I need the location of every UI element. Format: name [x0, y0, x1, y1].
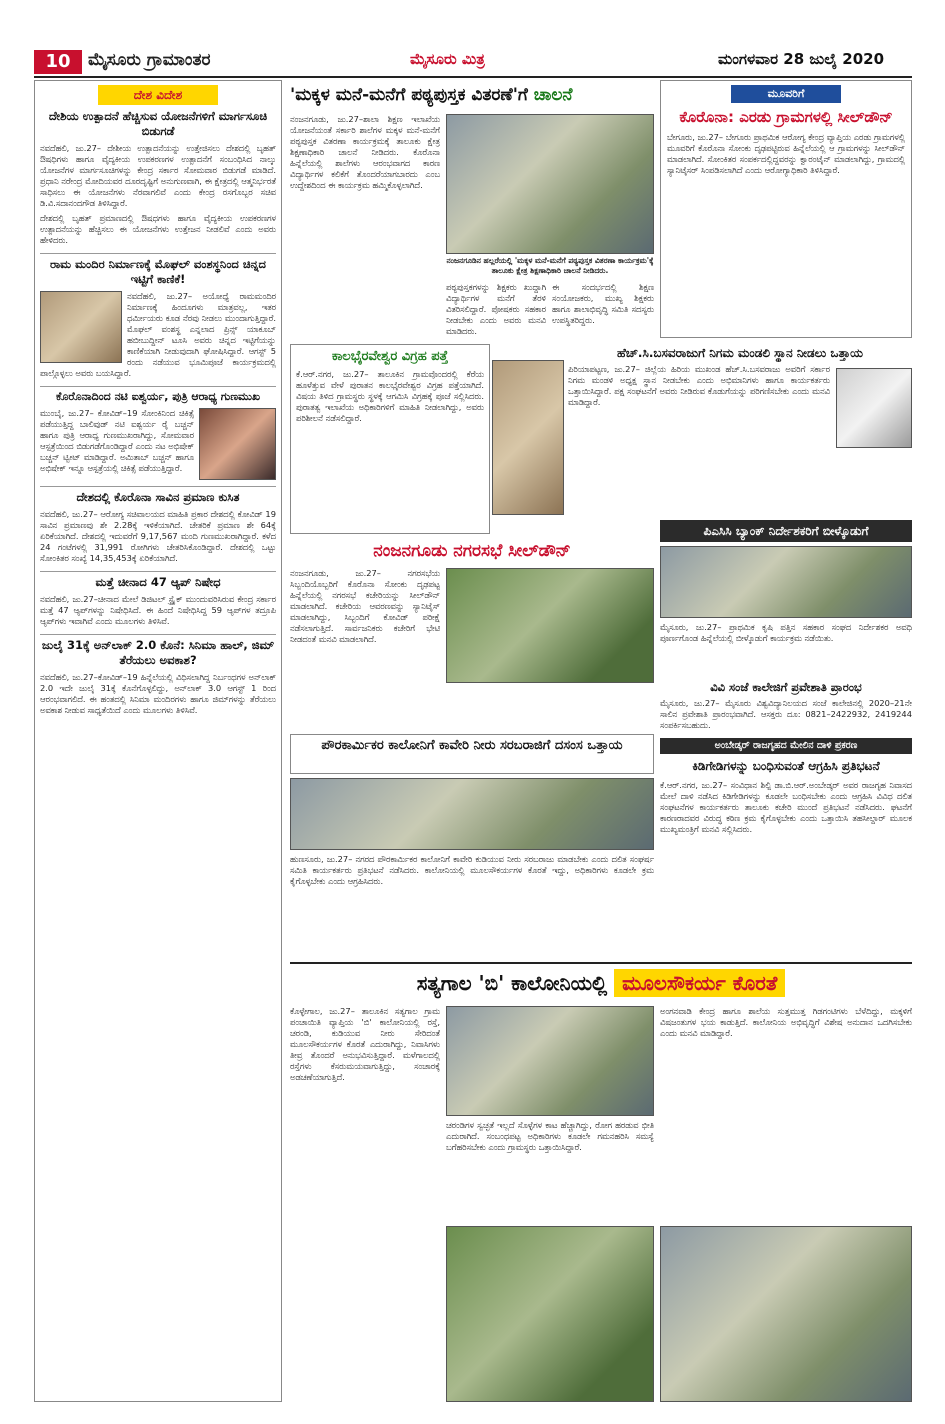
article-body-sathyagala-1: ಕೊಳ್ಳೇಗಾಲ, ಜು.27– ತಾಲೂಕಿನ ಸತ್ಯಗಾಲ ಗ್ರಾಮ ಪಂಚಾಯಿತಿ ವ್ಯಾಪ್ತಿಯ 'ಬಿ' ಕಾಲೋನಿಯಲ್ಲಿ ರಸ್ತೆ, ಚರಂಡಿ, ಕುಡಿಯುವ ನೀರು ಸೇರಿದಂತೆ ಮೂಲಸೌಕರ್ಯಗಳ ಕೊರತೆ ಎದುರಾಗಿದ್ದು, ನಿವಾಸಿಗಳು ತೀವ್ರ ತೊಂದರೆ ಅನುಭವಿಸುತ್ತಿದ್ದಾರೆ. ಮಳೆಗಾಲದಲ್ಲಿ ರಸ್ತೆಗಳು ಕೆಸರುಮಯವಾಗುತ್ತಿದ್ದು, ಸಂಚಾರಕ್ಕೆ ಅಡಚಣೆಯಾಗುತ್ತಿದೆ.: [290, 1006, 440, 1082]
overgrown-area-photo: [446, 1226, 654, 1402]
headline-box-cauvery-water: [290, 734, 654, 774]
article-headline: ದೇಶದಲ್ಲಿ ಕೊರೊನಾ ಸಾವಿನ ಪ್ರಮಾಣ ಕುಸಿತ: [76, 490, 240, 504]
section-rule: [290, 962, 912, 964]
divider: [40, 253, 276, 254]
article-body-basavaraju: ಪಿರಿಯಾಪಟ್ಟಣ, ಜು.27– ಜಿಲ್ಲೆಯ ಹಿರಿಯ ಮುಖಂಡ ಹೆಚ್.ಸಿ.ಬಸವರಾಜು ಅವರಿಗೆ ಸರ್ಕಾರ ನಿಗಮ ಮಂಡಳಿ ಅಧ್ಯಕ್ಷ ಸ್ಥಾನ ನೀಡಬೇಕು ಎಂದು ಅಭಿಮಾನಿಗಳು ಹಾಗೂ ಕಾರ್ಯಕರ್ತರು ಒತ್ತಾಯಿಸಿದ್ದಾರೆ. ಪಕ್ಷ ಸಂಘಟನೆಗೆ ಅವರು ನೀಡಿರುವ ಕೊಡುಗೆಯನ್ನು ಪರಿಗಣಿಸಬೇಕು ಎಂದು ಮನವಿ ಮಾಡಿದ್ದಾರೆ.: [568, 364, 830, 407]
farewell-photo: [660, 546, 912, 618]
sidebar-headline: ಕೊರೊನಾ: ಎರಡು ಗ್ರಾಮಗಳಲ್ಲಿ ಸೀಲ್‌ಡೌನ್: [679, 108, 893, 126]
headline-part-b: ಮೂಲಸೌಕರ್ಯ ಕೊರತೆ: [614, 969, 785, 997]
article-body: ಕೆ.ಆರ್.ನಗರ, ಜು.27– ತಾಲೂಕಿನ ಗ್ರಾಮವೊಂದರಲ್ಲಿ ಕೆರೆಯ ಹೂಳೆತ್ತುವ ವೇಳೆ ಪುರಾತನ ಕಾಲಭೈರವೇಶ್ವರ ವಿಗ್ರಹ ಪತ್ತೆಯಾಗಿದೆ. ವಿಷಯ ತಿಳಿದ ಗ್ರಾಮಸ್ಥರು ಸ್ಥಳಕ್ಕೆ ಆಗಮಿಸಿ ವಿಗ್ರಹಕ್ಕೆ ಪೂಜೆ ಸಲ್ಲಿಸಿದರು. ಪುರಾತತ್ವ ಇಲಾಖೆಯ ಅಧಿಕಾರಿಗಳಿಗೆ ಮಾಹಿತಿ ನೀಡಲಾಗಿದ್ದು, ಅವರು ಪರಿಶೀಲನೆ ನಡೆಸಲಿದ್ದಾರೆ.: [296, 369, 484, 423]
divider: [40, 634, 276, 635]
article-headline: ಕೊರೊನಾದಿಂದ ನಟಿ ಐಶ್ವರ್ಯ, ಪುತ್ರಿ ಆರಾಧ್ಯ ಗುಣಮುಖ: [55, 390, 261, 403]
article-body-sathyagala-2: ಚರಂಡಿಗಳ ಸ್ವಚ್ಛತೆ ಇಲ್ಲದೆ ಸೊಳ್ಳೆಗಳ ಕಾಟ ಹೆಚ್ಚಾಗಿದ್ದು, ರೋಗ ಹರಡುವ ಭೀತಿ ಎದುರಾಗಿದೆ. ಸಂಬಂಧಪಟ್ಟ ಅಧಿಕಾರಿಗಳು ಕೂಡಲೇ ಗಮನಹರಿಸಿ ಸಮಸ್ಯೆ ಬಗೆಹರಿಸಬೇಕು ಎಂದು ಗ್ರಾಮಸ್ಥರು ಒತ್ತಾಯಿಸಿದ್ದಾರೆ.: [446, 1120, 654, 1152]
divider: [40, 571, 276, 572]
article-idol-found: [290, 344, 490, 534]
section-name: ಮೈಸೂರು ಗ್ರಾಮಾಂತರ: [88, 50, 211, 70]
headline-part-a: ಸತ್ಯಗಾಲ 'ಬಿ' ಕಾಲೋನಿಯಲ್ಲಿ: [416, 971, 608, 995]
header-rule: [34, 76, 912, 78]
left-column: [34, 80, 282, 1402]
article-body-pacs: ಮೈಸೂರು, ಜು.27– ಪ್ರಾಥಮಿಕ ಕೃಷಿ ಪತ್ತಿನ ಸಹಕಾರ ಸಂಘದ ನಿರ್ದೇಶಕರ ಅವಧಿ ಪೂರ್ಣಗೊಂಡ ಹಿನ್ನೆಲೆಯಲ್ಲಿ ಬೀಳ್ಕೊಡುಗೆ ಕಾರ್ಯಕ್ರಮ ನಡೆಯಿತು.: [660, 622, 912, 643]
article-headline: ದೇಶಿಯ ಉತ್ಪಾದನೆ ಹೆಚ್ಚಿಸುವ ಯೋಜನೆಗಳಿಗೆ ಮಾರ್ಗಸೂಚಿ ಬಿಡುಗಡೆ: [48, 109, 268, 138]
article-body-cauvery: ಹುಣಸೂರು, ಜು.27– ನಗರದ ಪೌರಕಾರ್ಮಿಕರ ಕಾಲೋನಿಗೆ ಕಾವೇರಿ ಕುಡಿಯುವ ನೀರು ಸರಬರಾಜು ಮಾಡಬೇಕು ಎಂದು ದಲಿತ ಸಂಘರ್ಷ ಸಮಿತಿ ಕಾರ್ಯಕರ್ತರು ಪ್ರತಿಭಟನೆ ನಡೆಸಿದರು. ಕಾಲೋನಿಯಲ್ಲಿ ಮೂಲಸೌಕರ್ಯಗಳ ಕೊರತೆ ಇದ್ದು, ಅಧಿಕಾರಿಗಳು ಕೂಡಲೇ ಕ್ರಮ ಕೈಗೊಳ್ಳಬೇಕು ಎಂದು ಆಗ್ರಹಿಸಿದರು.: [290, 854, 654, 886]
article-body-ambedkar: ಕೆ.ಆರ್.ನಗರ, ಜು.27– ಸಂವಿಧಾನ ಶಿಲ್ಪಿ ಡಾ.ಬಿ.ಆರ್.ಅಂಬೇಡ್ಕರ್ ಅವರ ರಾಜಗೃಹ ನಿವಾಸದ ಮೇಲೆ ದಾಳಿ ನಡೆಸಿದ ಕಿಡಿಗೇಡಿಗಳನ್ನು ಕೂಡಲೇ ಬಂಧಿಸಬೇಕು ಎಂದು ಆಗ್ರಹಿಸಿ ವಿವಿಧ ದಲಿತ ಸಂಘಟನೆಗಳ ಕಾರ್ಯಕರ್ತರು ತಾಲೂಕು ಕಚೇರಿ ಮುಂದೆ ಪ್ರತಿಭಟನೆ ನಡೆಸಿದರು. ಘಟನೆಗೆ ಕಾರಣರಾದವರ ವಿರುದ್ಧ ಕಠಿಣ ಕ್ರಮ ಕೈಗೊಳ್ಳಬೇಕು ಎಂದು ಒತ್ತಾಯಿಸಿ ತಹಸೀಲ್ದಾರ್ ಮೂಲಕ ಮುಖ್ಯಮಂತ್ರಿಗೆ ಮನವಿ ಸಲ್ಲಿಸಿದರು.: [660, 780, 912, 834]
section-tag-national: ದೇಶ ವಿದೇಶ: [98, 85, 218, 105]
article-domestic-production: [35, 109, 281, 250]
article-body-college: ಮೈಸೂರು, ಜು.27– ಮೈಸೂರು ವಿಶ್ವವಿದ್ಯಾನಿಲಯದ ಸಂಜೆ ಕಾಲೇಜಿನಲ್ಲಿ 2020–21ನೇ ಸಾಲಿನ ಪ್ರವೇಶಾತಿ ಪ್ರಾರಂಭವಾಗಿದೆ. ಆಸಕ್ತರು ದೂ: 0821–2422932, 2419244 ಸಂಪರ್ಕಿಸಬಹುದು.: [660, 698, 912, 730]
lead-headline-text: 'ಮಕ್ಕಳ ಮನೆ-ಮನೆಗೆ ಪಠ್ಯಪುಸ್ತಕ ವಿತರಣೆ'ಗೆ: [290, 85, 528, 105]
article-body: ನವದೆಹಲಿ, ಜು.27– ಆರೋಗ್ಯ ಸಚಿವಾಲಯದ ಮಾಹಿತಿ ಪ್ರಕಾರ ದೇಶದಲ್ಲಿ ಕೋವಿಡ್ 19 ಸಾವಿನ ಪ್ರಮಾಣವು ಶೇ 2.28ಕ್ಕೆ ಇಳಿಕೆಯಾಗಿದೆ. ಚೇತರಿಕೆ ಪ್ರಮಾಣ ಶೇ 64ಕ್ಕೆ ಏರಿಕೆಯಾಗಿದೆ. ದೇಶದಲ್ಲಿ ಇದುವರೆಗೆ 9,17,567 ಮಂದಿ ಗುಣಮುಖರಾಗಿದ್ದಾರೆ. ಕಳೆದ 24 ಗಂಟೆಗಳಲ್ಲಿ 31,991 ರೋಗಿಗಳು ಚೇತರಿಸಿಕೊಂಡಿದ್ದಾರೆ. ದೇಶದಲ್ಲಿ ಒಟ್ಟು ಸೋಂಕಿತರ ಸಂಖ್ಯೆ 14,35,453ಕ್ಕೆ ಏರಿಕೆಯಾಗಿದೆ.: [40, 509, 276, 563]
article-body: ನವದೆಹಲಿ, ಜು.27–ಚೀನಾದ ಮೇಲೆ ಡಿಜಿಟಲ್ ಸ್ಟ್ರೈಕ್ ಮುಂದುವರಿಸಿರುವ ಕೇಂದ್ರ ಸರ್ಕಾರ ಮತ್ತೆ 47 ಆ್ಯಪ್‌ಗಳನ್ನು ನಿಷೇಧಿಸಿದೆ. ಈ ಹಿಂದೆ ನಿಷೇಧಿಸಿದ್ದ 59 ಆ್ಯಪ್‌ಗಳ ತದ್ರೂಪಿ ಆ್ಯಪ್‌ಗಳು ಇವಾಗಿವೆ ಎಂದು ಮೂಲಗಳು ತಿಳಿಸಿವೆ.: [40, 594, 276, 626]
article-covid-death-rate: [35, 490, 281, 568]
article-headline: ಕಾಲಭೈರವೇಶ್ವರ ವಿಗ್ರಹ ಪತ್ತೆ: [331, 349, 449, 364]
divider: [40, 486, 276, 487]
actress-photo: [199, 408, 276, 480]
article-headline: ರಾಮ ಮಂದಿರ ನಿರ್ಮಾಣಕ್ಕೆ ಮೊಘಲ್ ವಂಶಸ್ಥನಿಂದ ಚಿನ್ನದ ಇಟ್ಟಿಗೆ ಕಾಣಿಕೆ!: [50, 257, 266, 286]
headline-evening-college: ವಿವಿ ಸಂಜೆ ಕಾಲೇಜಿಗೆ ಪ್ರವೇಶಾತಿ ಪ್ರಾರಂಭ: [710, 680, 862, 694]
divider: [40, 386, 276, 387]
headline-sathyagala: [290, 966, 912, 1000]
lead-photo-caption: ನಂಜನಗೂಡಿನ ಹಲ್ಲರೆಯಲ್ಲಿ 'ಮಕ್ಕಳ ಮನೆ-ಮನೆಗೆ ಪಠ್ಯಪುಸ್ತಕ ವಿತರಣಾ ಕಾರ್ಯಕ್ರಮ'ಕ್ಕೆ ತಾಲೂಕು ಕ್ಷೇತ್ರ ಶಿಕ್ಷಣಾಧಿಕಾರಿ ಚಾಲನೆ ನೀಡಿದರು.: [446, 256, 654, 275]
masthead: ಮೈಸೂರು ಮಿತ್ರ: [410, 50, 485, 68]
lead-headline-accent: ಚಾಲನೆ: [533, 85, 573, 105]
prince-photo: [40, 291, 122, 363]
council-gate-photo: [446, 568, 654, 683]
portrait-photo: [836, 368, 912, 448]
sidebar-body: ಬೇಗೂರು, ಜು.27– ಬೇಗೂರು ಪ್ರಾಥಮಿಕ ಆರೋಗ್ಯ ಕೇಂದ್ರ ವ್ಯಾಪ್ತಿಯ ಎರಡು ಗ್ರಾಮಗಳಲ್ಲಿ ಮೂವರಿಗೆ ಕೊರೊನಾ ಸೋಂಕು ದೃಢಪಟ್ಟಿರುವ ಹಿನ್ನೆಲೆಯಲ್ಲಿ ಆ ಗ್ರಾಮಗಳನ್ನು ಸೀಲ್‌ಡೌನ್ ಮಾಡಲಾಗಿದೆ. ಸೋಂಕಿತರ ಸಂಪರ್ಕದಲ್ಲಿದ್ದವರನ್ನು ಕ್ವಾರಂಟೈನ್ ಮಾಡಲಾಗಿದ್ದು, ಗ್ರಾಮದಲ್ಲಿ ಸ್ಯಾನಿಟೈಸರ್ ಸಿಂಪಡಿಸಲಾಗಿದೆ ಎಂದು ಆರೋಗ್ಯಾಧಿಕಾರಿ ತಿಳಿಸಿದ್ದಾರೆ.: [667, 132, 905, 175]
drain-photo: [660, 1226, 912, 1402]
headline-pacs-farewell: ಪಿಎಸಿಸಿ ಬ್ಯಾಂಕ್ ನಿರ್ದೇಶಕರಿಗೆ ಬೀಳ್ಕೊಡುಗೆ: [660, 520, 912, 542]
headline-nanjangud-sealdown: ನಂಜನಗೂಡು ನಗರಸಭೆ ಸೀಲ್‌ಡೌನ್: [373, 541, 571, 561]
article-china-apps: [35, 575, 281, 631]
page-number-badge: 10: [34, 50, 82, 74]
article-body: ನವದೆಹಲಿ, ಜು.27– ಅಯೋಧ್ಯೆ ರಾಮಮಂದಿರ ನಿರ್ಮಾಣಕ್ಕೆ ಹಿಂದೂಗಳು ಮಾತ್ರವಲ್ಲ, ಇತರ ಧರ್ಮೀಯರು ಕೂಡ ನೆರವು ನೀಡಲು ಮುಂದಾಗುತ್ತಿದ್ದಾರೆ. ಮೊಘಲ್ ವಂಶಸ್ಥ ಎನ್ನಲಾದ ಪ್ರಿನ್ಸ್ ಯಾಕೂಬ್ ಹಬೀಬುದ್ದೀನ್ ಟೂಸಿ ಅವರು ಚಿನ್ನದ ಇಟ್ಟಿಗೆಯನ್ನು ಕಾಣಿಕೆಯಾಗಿ ನೀಡುವುದಾಗಿ ಘೋಷಿಸಿದ್ದಾರೆ. ಆಗಸ್ಟ್ 5 ರಂದು ನಡೆಯುವ ಭೂಮಿಪೂಜೆ ಕಾರ್ಯಕ್ರಮದಲ್ಲಿ ಪಾಲ್ಗೊಳ್ಳಲು ಅವರು ಬಯಸಿದ್ದಾರೆ.: [40, 291, 276, 378]
protest-photo: [290, 778, 654, 850]
headline-arrest-demand: ಕಿಡಿಗೇಡಿಗಳನ್ನು ಬಂಧಿಸುವಂತೆ ಆಗ್ರಹಿಸಿ ಪ್ರತಿಭಟನೆ: [692, 759, 880, 773]
sidebar-corona-sealdown: [660, 80, 912, 338]
kicker-ambedkar: ಅಂಬೇಡ್ಕರ್ ರಾಜಗೃಹದ ಮೇಲಿನ ದಾಳಿ ಪ್ರಕರಣ: [660, 738, 912, 754]
article-body: ನವದೆಹಲಿ, ಜು.27–ಕೋವಿಡ್–19 ಹಿನ್ನೆಲೆಯಲ್ಲಿ ವಿಧಿಸಲಾಗಿದ್ದ ನಿರ್ಬಂಧಗಳ ಅನ್‌ಲಾಕ್ 2.0 ಇದೇ ಜುಲೈ 31ಕ್ಕೆ ಕೊನೆಗೊಳ್ಳಲಿದ್ದು, ಅನ್‌ಲಾಕ್ 3.0 ಆಗಸ್ಟ್ 1 ರಿಂದ ಆರಂಭವಾಗಲಿದೆ. ಈ ಹಂತದಲ್ಲಿ ಸಿನಿಮಾ ಮಂದಿರಗಳು ಹಾಗೂ ಜಿಮ್‌ಗಳನ್ನು ತೆರೆಯಲು ಅವಕಾಶ ನೀಡುವ ಸಾಧ್ಯತೆಯಿದೆ ಎಂದು ಮೂಲಗಳು ತಿಳಿಸಿವೆ.: [40, 672, 276, 715]
article-body: ನಂಜನಗೂಡು, ಜು.27–ಶಾಲಾ ಶಿಕ್ಷಣ ಇಲಾಖೆಯ ಯೋಜನೆಯಂತೆ ಸರ್ಕಾರಿ ಶಾಲೆಗಳ ಮಕ್ಕಳ ಮನೆ-ಮನೆಗೆ ಪಠ್ಯಪುಸ್ತಕ ವಿತರಣಾ ಕಾರ್ಯಕ್ರಮಕ್ಕೆ ತಾಲೂಕು ಕ್ಷೇತ್ರ ಶಿಕ್ಷಣಾಧಿಕಾರಿ ಚಾಲನೆ ನೀಡಿದರು. ಕೊರೊನಾ ಹಿನ್ನೆಲೆಯಲ್ಲಿ ಶಾಲೆಗಳು ಆರಂಭವಾಗದ ಕಾರಣ ವಿದ್ಯಾರ್ಥಿಗಳ ಕಲಿಕೆಗೆ ತೊಂದರೆಯಾಗಬಾರದು ಎಂಬ ಉದ್ದೇಶದಿಂದ ಈ ಕಾರ್ಯಕ್ರಮ ಹಮ್ಮಿಕೊಳ್ಳಲಾಗಿದೆ.: [290, 114, 440, 190]
lead-body-col1: [290, 114, 440, 324]
article-headline: ಮತ್ತೆ ಚೀನಾದ 47 ಆ್ಯಪ್ ನಿಷೇಧ: [95, 575, 221, 589]
article-body-sathyagala-3: ಅಂಗನವಾಡಿ ಕೇಂದ್ರ ಹಾಗೂ ಶಾಲೆಯ ಸುತ್ತಮುತ್ತ ಗಿಡಗಂಟಿಗಳು ಬೆಳೆದಿದ್ದು, ಮಕ್ಕಳಿಗೆ ವಿಷಜಂತುಗಳ ಭಯ ಕಾಡುತ್ತಿದೆ. ಕಾಲೋನಿಯ ಅಭಿವೃದ್ಧಿಗೆ ವಿಶೇಷ ಅನುದಾನ ಒದಗಿಸಬೇಕು ಎಂದು ಮನವಿ ಮಾಡಿದ್ದಾರೆ.: [660, 1006, 912, 1038]
lead-body-col3: [552, 282, 654, 342]
issue-date: ಮಂಗಳವಾರ 28 ಜುಲೈ 2020: [718, 50, 885, 68]
lead-headline: [290, 80, 654, 110]
sidebar-tag: ಮೂವರಿಗೆ: [731, 85, 841, 103]
article-ram-temple: [35, 257, 281, 383]
article-body: ನವದೆಹಲಿ, ಜು.27– ದೇಶೀಯ ಉತ್ಪಾದನೆಯನ್ನು ಉತ್ತೇಜಿಸಲು ದೇಶದಲ್ಲಿ ಬೃಹತ್ ಔಷಧಿಗಳು ಹಾಗೂ ವೈದ್ಯಕೀಯ ಉಪಕರಣಗಳ ಉತ್ಪಾದನೆಗೆ ಸಂಬಂಧಿಸಿದ ನಾಲ್ಕು ಯೋಜನೆಗಳ ಮಾರ್ಗಸೂಚಿಗಳನ್ನು ಕೇಂದ್ರ ಸರ್ಕಾರ ಸೋಮವಾರ ಬಿಡುಗಡೆ ಮಾಡಿದೆ. ಪ್ರಧಾನಿ ನರೇಂದ್ರ ಮೋದಿಯವರ ದೂರದೃಷ್ಟಿಗೆ ಅನುಗುಣವಾಗಿ, ಈ ಕ್ಷೇತ್ರದಲ್ಲಿ ಆತ್ಮನಿರ್ಭರತೆ ಸಾಧಿಸಲು ಈ ಯೋಜನೆಗಳು ನೆರವಾಗಲಿವೆ ಎಂದು ಕೇಂದ್ರ ರಸಗೊಬ್ಬರ ಸಚಿವ ಡಿ.ವಿ.ಸದಾನಂದಗೌಡ ತಿಳಿಸಿದ್ದಾರೆ.: [40, 143, 276, 208]
article-body-nanjangud: ನಂಜನಗೂಡು, ಜು.27– ನಗರಸಭೆಯ ಸಿಬ್ಬಂದಿಯೊಬ್ಬರಿಗೆ ಕೊರೊನಾ ಸೋಂಕು ದೃಢಪಟ್ಟ ಹಿನ್ನೆಲೆಯಲ್ಲಿ ನಗರಸಭೆ ಕಚೇರಿಯನ್ನು ಸೀಲ್‌ಡೌನ್ ಮಾಡಲಾಗಿದೆ. ಕಚೇರಿಯ ಆವರಣವನ್ನು ಸ್ಯಾನಿಟೈಸ್ ಮಾಡಲಾಗಿದ್ದು, ಸಿಬ್ಬಂದಿಗೆ ಕೋವಿಡ್ ಪರೀಕ್ಷೆ ನಡೆಸಲಾಗುತ್ತಿದೆ. ಸಾರ್ವಜನಿಕರು ಕಚೇರಿಗೆ ಭೇಟಿ ನೀಡದಂತೆ ಮನವಿ ಮಾಡಲಾಗಿದೆ.: [290, 568, 440, 644]
article-body: ಈ ಸಂದರ್ಭದಲ್ಲಿ ಶಿಕ್ಷಣ ಸಂಯೋಜಕರು, ಮುಖ್ಯ ಶಿಕ್ಷಕರು ಹಾಗೂ ಶಾಲಾಭಿವೃದ್ಧಿ ಸಮಿತಿ ಸದಸ್ಯರು ಉಪಸ್ಥಿತರಿದ್ದರು.: [552, 282, 654, 325]
idol-photo: [492, 360, 564, 515]
school-building-photo: [446, 1006, 654, 1116]
article-unlock: [35, 638, 281, 720]
article-headline: ಜುಲೈ 31ಕ್ಕೆ ಅನ್‌ಲಾಕ್ 2.0 ಕೊನೆ: ಸಿನಿಮಾ ಹಾಲ್, ಜಿಮ್ ತೆರೆಯಲು ಅವಕಾಶ?: [41, 638, 275, 667]
article-body: ದೇಶದಲ್ಲಿ ಬೃಹತ್ ಪ್ರಮಾಣದಲ್ಲಿ ಔಷಧಗಳು ಹಾಗೂ ವೈದ್ಯಕೀಯ ಉಪಕರಣಗಳ ಉತ್ಪಾದನೆಯನ್ನು ಹೆಚ್ಚಿಸಲು ಈ ಯೋಜನೆಗಳು ಉತ್ತೇಜನ ನೀಡಲಿವೆ ಎಂದು ಅವರು ಹೇಳಿದರು.: [40, 213, 276, 245]
article-headline: ಪೌರಕಾರ್ಮಿಕರ ಕಾಲೋನಿಗೆ ಕಾವೇರಿ ನೀರು ಸರಬರಾಜಿಗೆ ದಸಂಸ ಒತ್ತಾಯ: [321, 738, 623, 753]
article-headline-basavaraju: ಹೆಚ್.ಸಿ.ಬಸವರಾಜುಗೆ ನಿಗಮ ಮಂಡಲಿ ಸ್ಥಾನ ನೀಡಲು ಒತ್ತಾಯ: [617, 346, 863, 360]
article-aishwarya: [35, 390, 281, 483]
lead-body-col2: [446, 282, 546, 342]
lead-photo: [446, 114, 654, 254]
article-body: ಪಠ್ಯಪುಸ್ತಕಗಳನ್ನು ಶಿಕ್ಷಕರು ಖುದ್ದಾಗಿ ವಿದ್ಯಾರ್ಥಿಗಳ ಮನೆಗೆ ತೆರಳಿ ವಿತರಿಸಲಿದ್ದಾರೆ. ಪೋಷಕರು ಸಹಕಾರ ನೀಡಬೇಕು ಎಂದು ಅವರು ಮನವಿ ಮಾಡಿದರು.: [446, 282, 546, 336]
article-body: ಮುಂಬೈ, ಜು.27– ಕೋವಿಡ್–19 ಸೋಂಕಿನಿಂದ ಚಿಕಿತ್ಸೆ ಪಡೆಯುತ್ತಿದ್ದ ಬಾಲಿವುಡ್ ನಟಿ ಐಶ್ವರ್ಯ ರೈ ಬಚ್ಚನ್ ಹಾಗೂ ಪುತ್ರಿ ಆರಾಧ್ಯ ಗುಣಮುಖರಾಗಿದ್ದು, ಸೋಮವಾರ ಆಸ್ಪತ್ರೆಯಿಂದ ಬಿಡುಗಡೆಗೊಂಡಿದ್ದಾರೆ ಎಂದು ನಟ ಅಭಿಷೇಕ್ ಬಚ್ಚನ್ ಟ್ವೀಟ್ ಮಾಡಿದ್ದಾರೆ. ಅಮಿತಾಬ್ ಬಚ್ಚನ್ ಹಾಗೂ ಅಭಿಷೇಕ್ ಇನ್ನೂ ಆಸ್ಪತ್ರೆಯಲ್ಲಿ ಚಿಕಿತ್ಸೆ ಪಡೆಯುತ್ತಿದ್ದಾರೆ.: [40, 408, 194, 473]
